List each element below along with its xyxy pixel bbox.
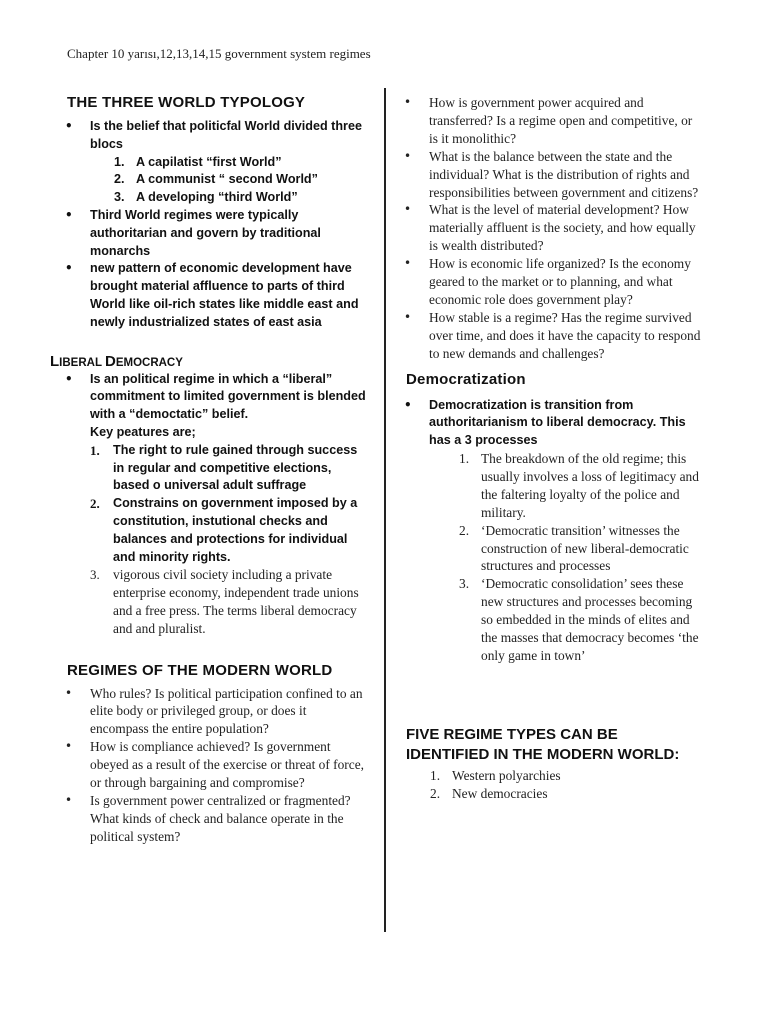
list-item: • Third World regimes were typically authoritarian and govern by traditional monarchs — [50, 207, 368, 260]
list-item: 3. vigorous civil society including a private enterprise economy, independent trade unions and a free press. The terms liberal democracy and and pluralist. — [90, 567, 359, 636]
list-item: • How is compliance achieved? Is government obeyed as a result of the exercise or threat of force, or through bargaining and compromise? — [50, 738, 368, 792]
three-world-list — [50, 118, 368, 332]
list-item: 1. The breakdown of the old regime; this usually involves a loss of legitimacy and the faltering loyalty of the police and military. — [459, 450, 699, 520]
three-world-heading: THE THREE WORLD TYPOLOGY — [67, 94, 306, 111]
right-column — [404, 94, 704, 803]
three-world-sublist — [50, 154, 368, 207]
list-item — [50, 118, 368, 207]
left-column — [50, 94, 368, 846]
list-item: • What is the level of material development? How materially affluent is the society, and how equally is wealth distributed? — [389, 201, 704, 255]
three-world-bullet-1: Is the belief that politicfal World divided three blocs — [90, 119, 362, 151]
list-item: • What is the balance between the state and the individual? What is the distribution of rights and responsibilities between government and citizens? — [389, 148, 704, 202]
list-item — [50, 371, 368, 424]
list-item: 2. New democracies — [430, 785, 548, 801]
list-item: 2. A communist “ second World” — [114, 172, 318, 187]
regimes-list — [50, 685, 368, 846]
list-item: 1. Western polyarchies — [430, 767, 561, 783]
democratization-heading: Democratization — [406, 370, 526, 388]
list-item: • How stable is a regime? Has the regime survived over time, and does it have the capacity to respond to new demands and challenges? — [389, 309, 704, 363]
questions-list — [389, 94, 704, 363]
liberal-list — [50, 371, 368, 424]
list-item: • Is government power centralized or fragmented? What kinds of check and balance operate in the political system? — [50, 792, 368, 846]
list-item: 1. The right to rule gained through success in regular and competitive elections, based o universal adult suffrage — [90, 442, 358, 493]
list-item: 1. A capilatist “first World” — [114, 154, 282, 169]
democratization-processes — [389, 450, 704, 665]
list-item: • Who rules? Is political participation confined to an elite body or privileged group, or does it encompass the entire population? — [50, 685, 368, 739]
list-item: • Democratization is transition from authoritarianism to liberal democracy. This has a 3 processes — [389, 397, 704, 450]
regimes-heading: REGIMES OF THE MODERN WORLD — [67, 661, 333, 679]
list-item: 3. ‘Democratic consolidation’ sees these new structures and processes becoming so embedded in the minds of elites and the masses that democracy becomes ‘the only game in town’ — [459, 576, 699, 663]
liberal-democracy-heading: LIBERAL DEMOCRACY — [50, 352, 183, 370]
five-regime-types-list — [404, 767, 704, 803]
liberal-definition: Is an political regime in which a “liberal” commitment to limited government is blended with a “democtatic” belief. — [90, 371, 366, 422]
column-divider — [384, 88, 386, 932]
liberal-features — [50, 442, 368, 638]
five-regime-types-heading: FIVE REGIME TYPES CAN BE IDENTIFIED IN THE MODERN WORLD: — [406, 725, 680, 763]
key-features-label: Key peatures are; — [90, 424, 196, 439]
list-item: 2. ‘Democratic transition’ witnesses the construction of new liberal-democratic structures and processes — [459, 522, 689, 574]
democratization-list — [389, 397, 704, 450]
list-item: 2. Constrains on government imposed by a constitution, instutional checks and balances and protections for individual and minority rights. — [90, 496, 358, 564]
list-item: • How is economic life organized? Is the economy geared to the market or to planning, and what economic role does government play? — [389, 255, 704, 309]
list-item: 3. A developing “third World” — [114, 190, 298, 205]
page-header: Chapter 10 yarısı,12,13,14,15 government system regimes — [67, 46, 371, 61]
list-item: • new pattern of economic development have brought material affluence to parts of third World like oil-rich states like middle east and newly industrialized states of east asia — [50, 260, 368, 331]
list-item: • How is government power acquired and transferred? Is a regime open and competitive, or is it monolithic? — [389, 94, 704, 148]
